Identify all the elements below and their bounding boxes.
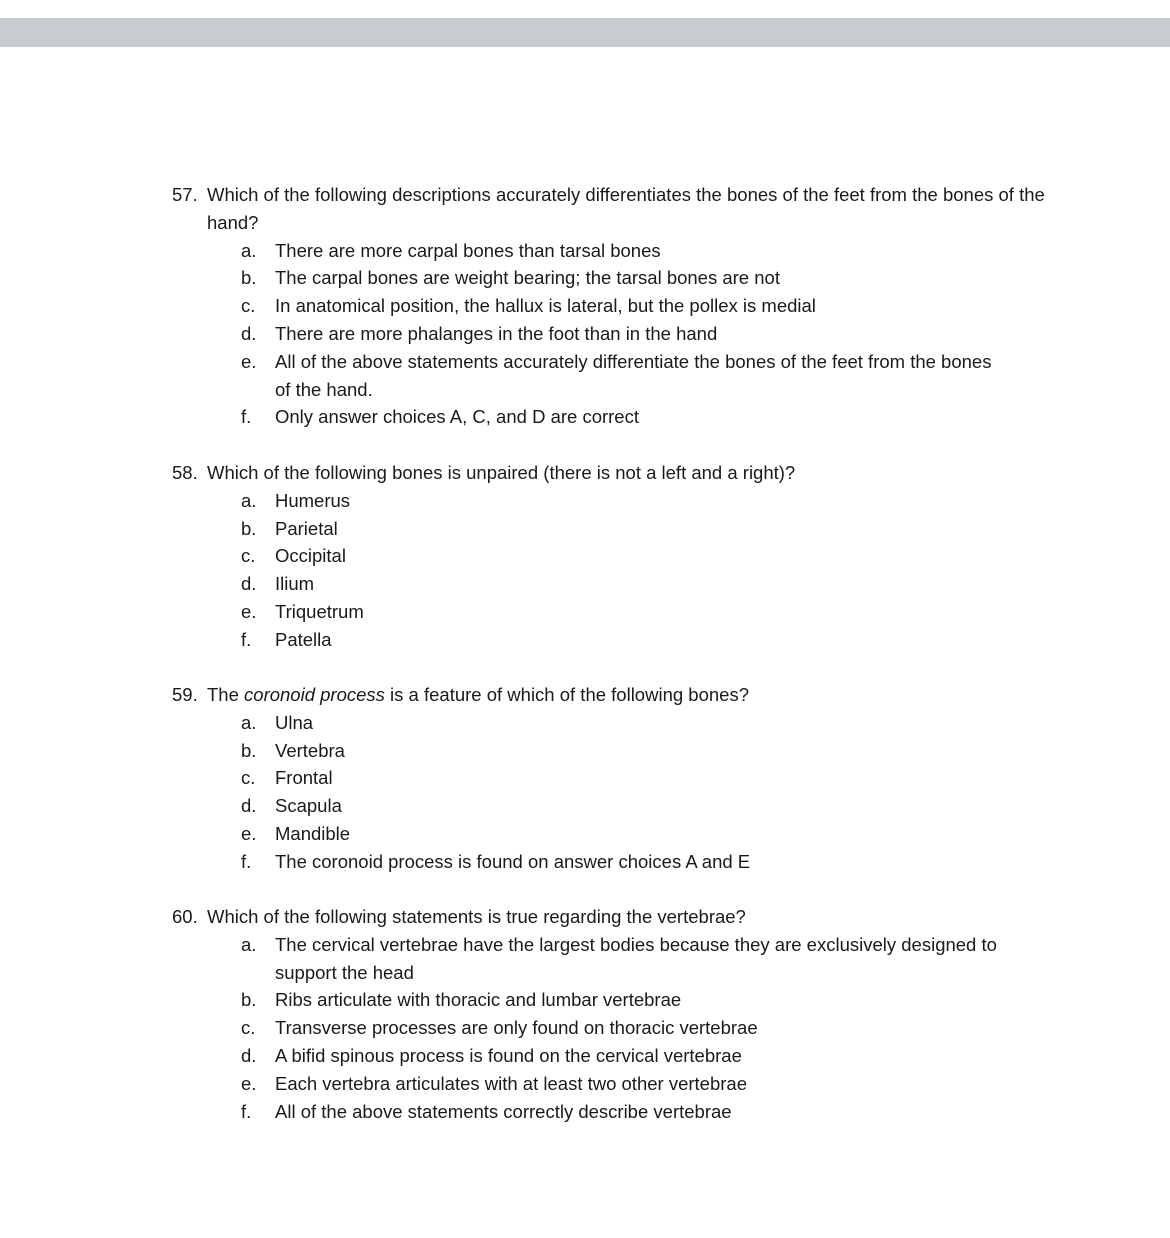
choice-text: In anatomical position, the hallux is lateral, but the pollex is medial (275, 295, 816, 317)
choice-text: Patella (275, 628, 332, 650)
choice-letter: e. (241, 1072, 257, 1094)
choice-text: Transverse processes are only found on thoracic vertebrae (275, 1017, 758, 1039)
choice-text: All of the above statements correctly describe vertebrae (275, 1100, 732, 1122)
choice-letter: e. (241, 822, 257, 844)
question-stem (172, 903, 1052, 931)
answer-choice (172, 848, 1052, 876)
choice-letter: a. (241, 933, 257, 955)
choice-letter: b. (241, 739, 257, 761)
choice-letter: d. (241, 1044, 257, 1066)
question-stem (172, 459, 1052, 487)
choice-letter: f. (241, 1100, 252, 1122)
question-text: Which of the following bones is unpaired (there is not a left and a right)? (207, 462, 796, 483)
question-stem (172, 181, 1052, 237)
choice-text: The carpal bones are weight bearing; the tarsal bones are not (275, 267, 780, 289)
answer-choice (172, 237, 1052, 265)
answer-choice (172, 1070, 1052, 1098)
answer-choice (172, 737, 1052, 765)
question-number: 60. (172, 906, 198, 927)
choice-letter: c. (241, 1017, 256, 1039)
answer-choices (172, 709, 1052, 876)
choice-letter: b. (241, 989, 257, 1011)
choice-letter: f. (241, 406, 252, 428)
answer-choice (172, 986, 1052, 1014)
choice-letter: b. (241, 517, 257, 539)
choice-letter: c. (241, 545, 256, 567)
answer-choice (172, 1042, 1052, 1070)
question-59 (172, 681, 1052, 876)
choice-text: Humerus (275, 489, 351, 511)
choice-letter: c. (241, 295, 256, 317)
answer-choice (172, 931, 1052, 987)
answer-choice (172, 487, 1052, 515)
answer-choice (172, 1014, 1052, 1042)
choice-text: Ilium (275, 573, 315, 595)
answer-choice (172, 709, 1052, 737)
question-60 (172, 903, 1052, 1125)
choice-text: All of the above statements accurately differentiate the bones of the feet from the bones of the hand. (275, 350, 992, 400)
question-text: Which of the following descriptions accurately differentiates the bones of the feet from the bones of the hand? (207, 184, 1045, 233)
choice-letter: d. (241, 795, 257, 817)
choice-letter: b. (241, 267, 257, 289)
answer-choices (172, 487, 1052, 654)
choice-letter: f. (241, 850, 252, 872)
choice-text: There are more phalanges in the foot than in the hand (275, 322, 718, 344)
choice-text: The coronoid process is found on answer choices A and E (275, 850, 751, 872)
choice-letter: a. (241, 711, 257, 733)
answer-choice (172, 403, 1052, 431)
choice-letter: e. (241, 350, 257, 372)
answer-choice (172, 764, 1052, 792)
choice-text: The cervical vertebrae have the largest bodies because they are exclusively designed to support the head (275, 933, 997, 983)
choice-letter: e. (241, 600, 257, 622)
answer-choice (172, 542, 1052, 570)
answer-choice (172, 348, 1052, 404)
choice-letter: c. (241, 767, 256, 789)
choice-text: Mandible (275, 822, 351, 844)
question-58 (172, 459, 1052, 654)
choice-text: Frontal (275, 767, 333, 789)
choice-letter: d. (241, 322, 257, 344)
answer-choice (172, 264, 1052, 292)
question-text: Which of the following statements is true regarding the vertebrae? (207, 906, 746, 927)
choice-text: Only answer choices A, C, and D are correct (275, 406, 639, 428)
choice-text: Ulna (275, 711, 314, 733)
choice-text: Parietal (275, 517, 338, 539)
answer-choices (172, 237, 1052, 432)
question-text-suffix: is a feature of which of the following bones? (384, 684, 749, 705)
question-number: 59. (172, 684, 198, 705)
answer-choice (172, 792, 1052, 820)
answer-choices (172, 931, 1052, 1126)
choice-text: There are more carpal bones than tarsal bones (275, 239, 661, 261)
choice-letter: a. (241, 239, 257, 261)
question-number: 57. (172, 184, 198, 205)
choice-text: Scapula (275, 795, 342, 817)
answer-choice (172, 598, 1052, 626)
choice-text: Triquetrum (275, 600, 364, 622)
question-stem (172, 681, 1052, 709)
choice-letter: f. (241, 628, 252, 650)
question-text (207, 684, 749, 705)
answer-choice (172, 1098, 1052, 1126)
answer-choice (172, 570, 1052, 598)
question-text-italic-term: coronoid process (244, 684, 385, 705)
answer-choice (172, 626, 1052, 654)
choice-text: Occipital (275, 545, 346, 567)
answer-choice (172, 292, 1052, 320)
answer-choice (172, 515, 1052, 543)
choice-text: Vertebra (275, 739, 345, 761)
choice-text: Ribs articulate with thoracic and lumbar vertebrae (275, 989, 682, 1011)
choice-text: A bifid spinous process is found on the cervical vertebrae (275, 1044, 742, 1066)
question-number: 58. (172, 462, 198, 483)
answer-choice (172, 820, 1052, 848)
answer-choice (172, 320, 1052, 348)
choice-text: Each vertebra articulates with at least two other vertebrae (275, 1072, 747, 1094)
choice-letter: d. (241, 573, 257, 595)
question-text-prefix: The (207, 684, 245, 705)
question-57 (172, 181, 1052, 431)
choice-letter: a. (241, 489, 257, 511)
